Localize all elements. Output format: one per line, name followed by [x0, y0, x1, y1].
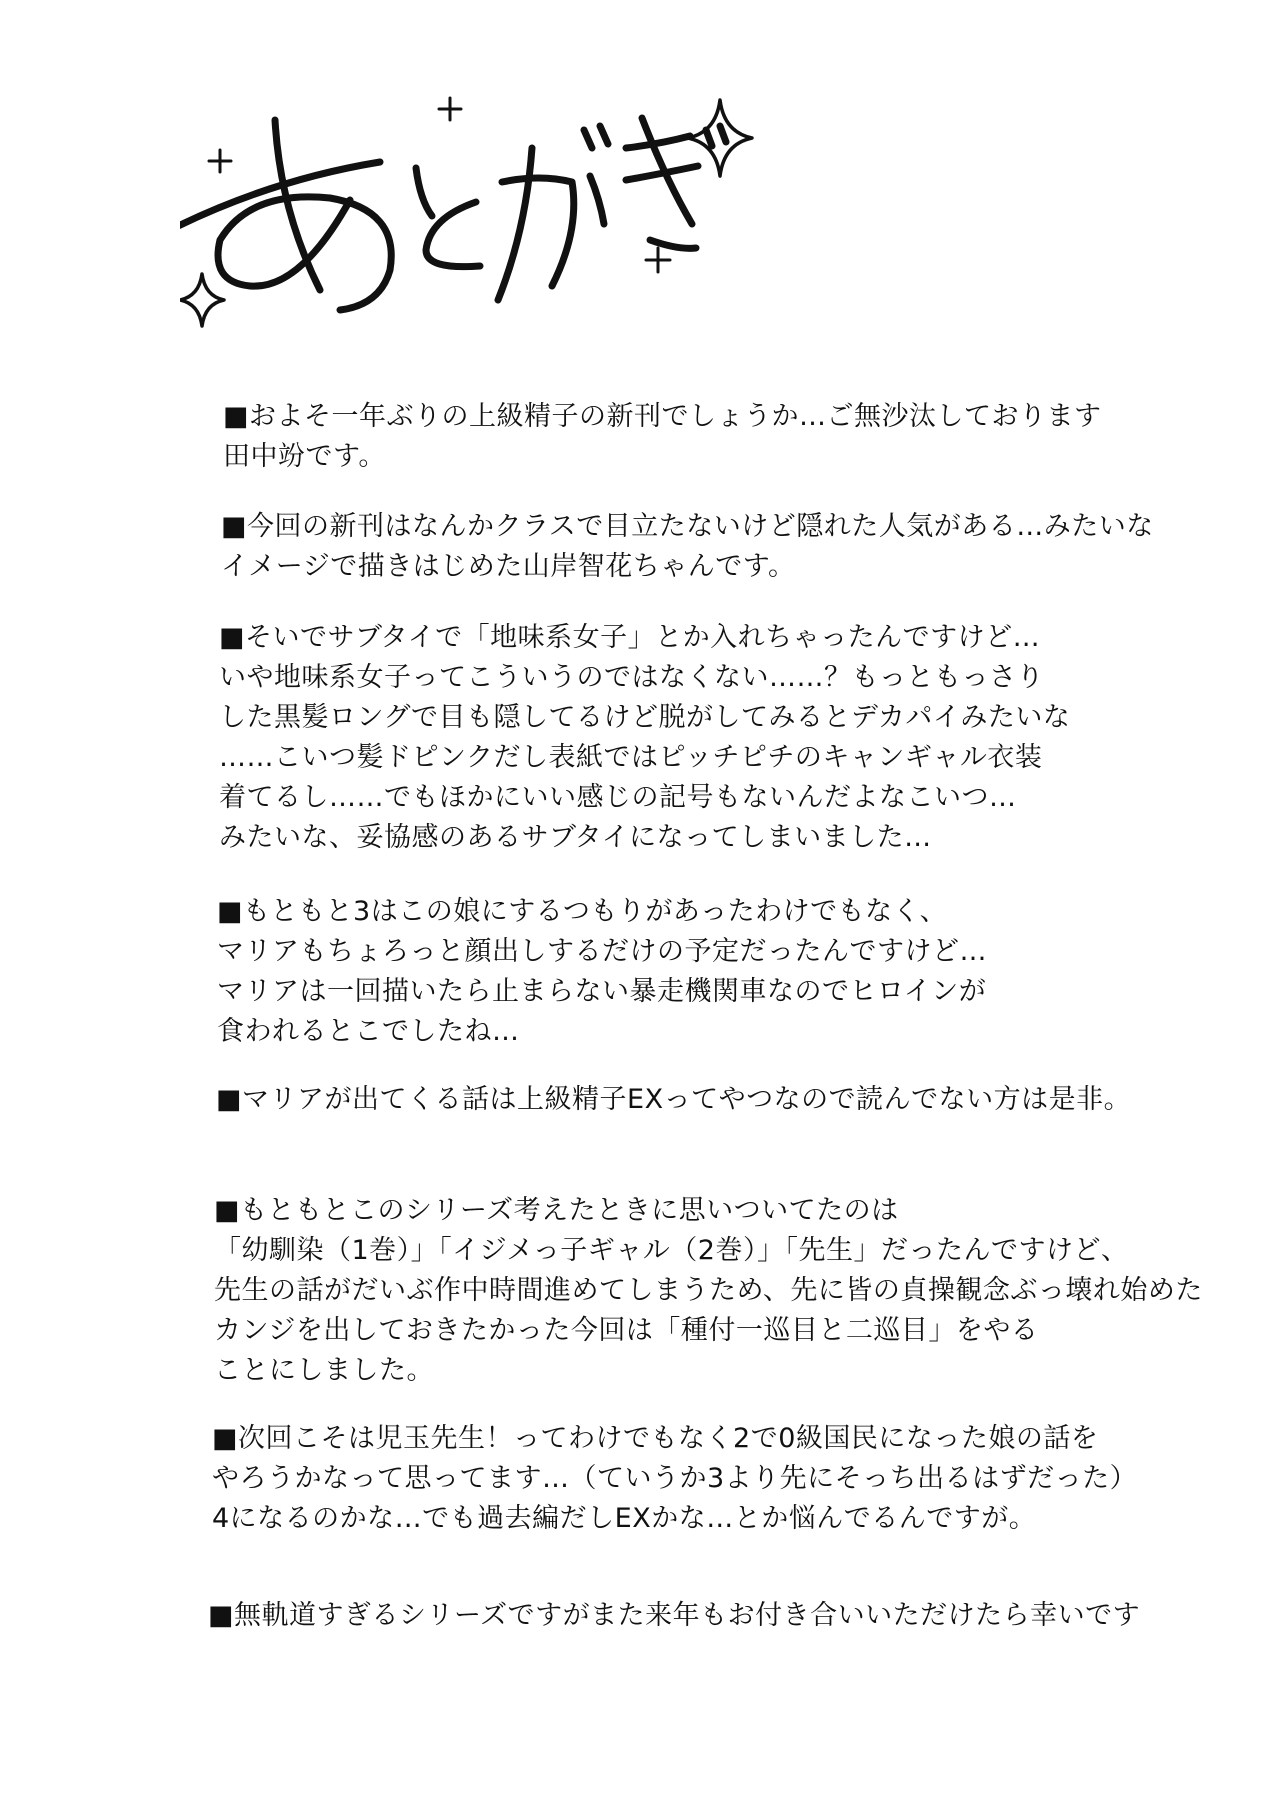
text-line: ■次回こそは児玉先生！ってわけでもなく2で0級国民になった娘の話を: [212, 1423, 1099, 1454]
afterword-paragraph-8: [208, 1596, 1140, 1636]
text-line: いや地味系女子ってこういうのではなくない……？もっともっさり: [219, 662, 1044, 693]
afterword-paragraph-1: [223, 397, 1102, 477]
text-line: ……こいつ髪ドピンクだし表紙ではピッチピチのキャンギャル衣装: [219, 742, 1043, 773]
text-line: マリアもちょろっと顔出しするだけの予定だったんですけど…: [217, 936, 987, 967]
text-line: やろうかなって思ってます…（ていうか3より先にそっち出るはずだった）: [212, 1463, 1138, 1494]
text-line: ■そいでサブタイで「地味系女子」とか入れちゃったんですけど…: [219, 622, 1041, 653]
text-line: ■およそ一年ぶりの上級精子の新刊でしょうか…ご無沙汰しております: [223, 401, 1102, 432]
afterword-paragraph-3: [219, 618, 1070, 858]
afterword-paragraph-2: [221, 507, 1154, 587]
sparkle-plus-icon: [646, 248, 670, 272]
text-line: カンジを出しておきたかった今回は「種付一巡目と二巡目」をやる: [214, 1315, 1039, 1346]
afterword-paragraph-7: [212, 1419, 1137, 1539]
afterword-paragraph-6: [214, 1191, 1203, 1391]
sparkle-plus-icon: [209, 150, 231, 172]
afterword-paragraph-5: [216, 1080, 1131, 1120]
text-line: 食われるとこでしたね…: [217, 1016, 520, 1047]
text-line: 「幼馴染（1巻）」「イジメっ子ギャル（2巻）」「先生」だったんですけど、: [214, 1235, 1129, 1266]
text-line: マリアは一回描いたら止まらない暴走機関車なのでヒロインが: [217, 976, 987, 1007]
text-line: 先生の話がだいぶ作中時間進めてしまうため、先に皆の貞操観念ぶっ壊れ始めた: [214, 1275, 1203, 1306]
text-line: 4になるのかな…でも過去編だしEXかな…とか悩んでるんですが。: [212, 1503, 1037, 1534]
text-line: ■もともと3はこの娘にするつもりがあったわけでもなく、: [217, 896, 948, 927]
text-line: みたいな、妥協感のあるサブタイになってしまいました…: [219, 822, 932, 853]
text-line: 着てるし……でもほかにいい感じの記号もないんだよなこいつ…: [219, 782, 1017, 813]
text-line: した黒髪ロングで目も隠してるけど脱がしてみるとデカパイみたいな: [219, 702, 1071, 733]
text-line: ■もともとこのシリーズ考えたときに思いついてたのは: [214, 1195, 899, 1226]
sparkle-plus-icon: [439, 98, 461, 120]
text-line: ■無軌道すぎるシリーズですがまた来年もお付き合いいただけたら幸いです: [208, 1600, 1141, 1631]
text-line: ■マリアが出てくる話は上級精子EXってやつなので読んでない方は是非。: [216, 1084, 1132, 1115]
afterword-paragraph-4: [217, 892, 987, 1052]
hiragana-to-glyph: [416, 168, 480, 267]
handwritten-title-atogaki: [180, 90, 770, 360]
sparkle-star-icon: [180, 274, 224, 326]
text-line: 田中竕です。: [223, 441, 386, 472]
hiragana-ga-glyph: [498, 126, 608, 300]
text-line: イメージで描きはじめた山岸智花ちゃんです。: [221, 551, 796, 582]
text-line: ことにしました。: [214, 1355, 434, 1386]
hiragana-a-glyph: [180, 120, 391, 310]
text-line: ■今回の新刊はなんかクラスで目立たないけど隠れた人気がある…みたいな: [221, 511, 1154, 542]
hiragana-ki-glyph: [626, 118, 726, 248]
